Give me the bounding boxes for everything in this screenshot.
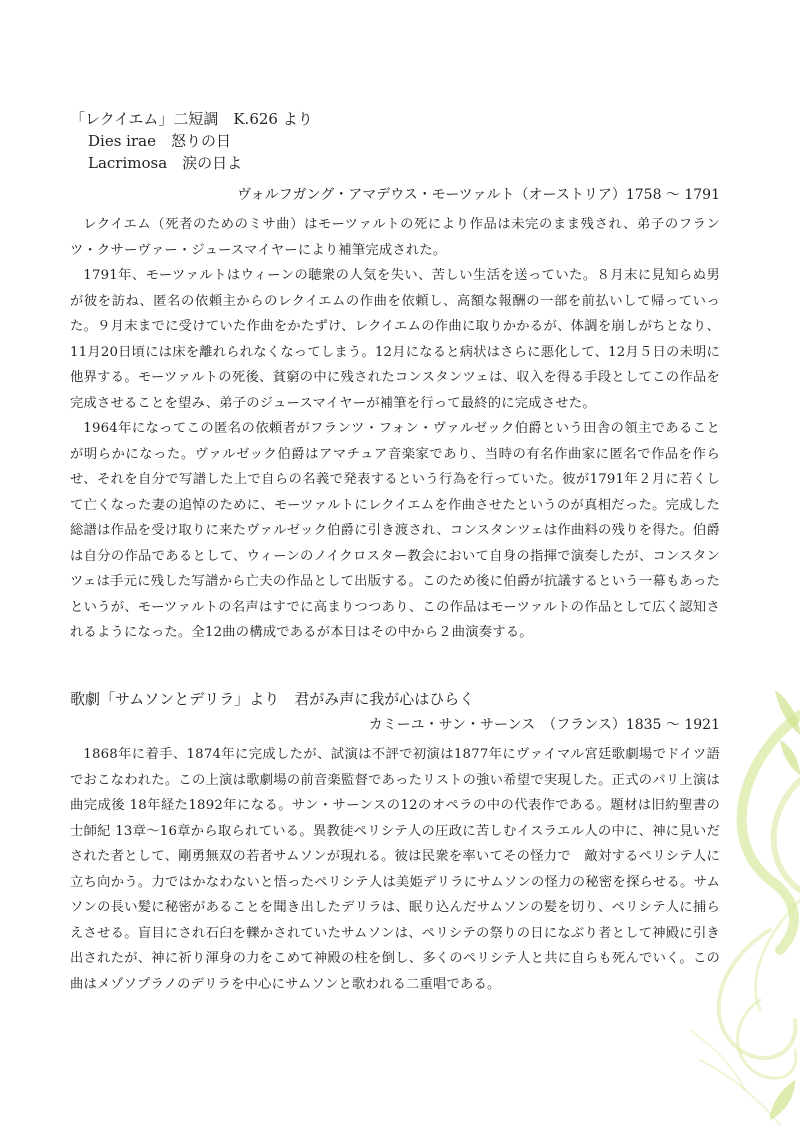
samson-title: 歌劇「サムソンとデリラ」より 君がみ声に我が心はひらく — [70, 690, 475, 708]
samson-paragraph-1: 1868年に着手、1874年に完成したが、試演は不評で初演は1877年にヴァイマル宮廷歌劇場でドイツ語でおこなわれた。この上演は歌劇場の前音楽監督であったリストの強い希望で実現した。正式のパリ上演は曲完成後 18年経た1892年になる。サン・サーンスの12のオペラの中の代表作である。題材は旧約聖書の士師紀 13章～16章から取られている。異教徒ペリシテ人の圧政に苦しむイスラエル人の中に、神に見いだされた者として、剛勇無双の若者サムソンが現れる。彼は民衆を率いてその怪力で 敵対するペリシテ人に立ち向かう。力ではかなわないと悟ったペリシテ人は美姫デリラにサムソンの怪力の秘密を探らせる。サムソンの長い髪に秘密があることを聞き出したデリラは、眠り込んだサムソンの髪を切り、ペリシテ人に捕らえさせる。盲目にされ石臼を轢かされていたサムソンは、ペリシテの祭りの日になぶり者として神殿に引き出されたが、神に祈り渾身の力をこめて神殿の柱を倒し、多くのペリシテ人と共に自らも死んでいく。この曲はメゾソプラノのデリラを中心にサムソンと歌われる二重唱である。 — [70, 747, 720, 992]
requiem-title: 「レクイエム」二短調 K.626 より — [70, 110, 313, 128]
requiem-paragraph-2: 1791年、モーツァルトはウィーンの聴衆の人気を失い、苦しい生活を送っていた。８月末に見知らぬ男が彼を訪ね、匿名の依頼主からのレクイエムの作曲を依頼し、高額な報酬の一部を前払いして帰っていった。９月末までに受けていた作曲をかたずけ、レクイエムの作曲に取りかかるが、体調を崩しがちとなり、11月20日頃には床を離れられなくなってしまう。12月になると病状はさらに悪化して、12月５日の未明に他界する。モーツァルトの死後、貧窮の中に残されたコンスタンツェは、収入を得る手段としてこの作品を完成させることを望み、弟子のジュースマイヤーが補筆を行って最終的に完成させた。 — [70, 268, 720, 411]
requiem-paragraph-1: レクイエム（死者のためのミサ曲）はモーツァルトの死により作品は未完のまま残され、弟子のフランツ・クサーヴァー・ジュースマイヤーにより補筆完成された。 — [70, 217, 720, 258]
mozart-composer-line: ヴォルフガング・アマデウス・モーツァルト（オーストリア）1758 ～ 1791 — [237, 187, 720, 203]
requiem-paragraph-3: 1964年になってこの匿名の依頼者がフランツ・フォン・ヴァルゼック伯爵という田舎の領主であることが明らかになった。ヴァルゼック伯爵はアマチュア音楽家であり、当時の有名作曲家に匿名で作品を作らせ、それを自分で写譜した上で自らの名義で発表するという行為を行っていた。彼が1791年２月に若くして亡くなった妻の追悼のために、モーツァルトにレクイエムを作曲させたというのが真相だった。完成した総譜は作品を受け取りに来たヴァルゼック伯爵に引き渡され、コンスタンツェは作曲料の残りを得た。伯爵は自分の作品であるとして、ウィーンのノイクロスター教会において自身の指揮で演奏したが、コンスタンツェは手元に残した写譜から亡夫の作品として出版する。このため後に伯爵が抗議するという一幕もあったというが、モーツァルトの名声はすでに高まりつつあり、この作品はモーツァルトの作品として広く認知されるようになった。全12曲の構成であるが本日はその中から２曲演奏する。 — [70, 421, 720, 640]
movement-dies-irae: Dies irae 怒りの日 — [88, 132, 231, 150]
requiem-section — [70, 108, 720, 646]
saint-saens-composer-line: カミーユ・サン・サーンス （フランス）1835 ～ 1921 — [368, 717, 720, 733]
movement-lacrimosa: Lacrimosa 涙の日よ — [88, 154, 243, 172]
samson-section — [70, 688, 720, 997]
